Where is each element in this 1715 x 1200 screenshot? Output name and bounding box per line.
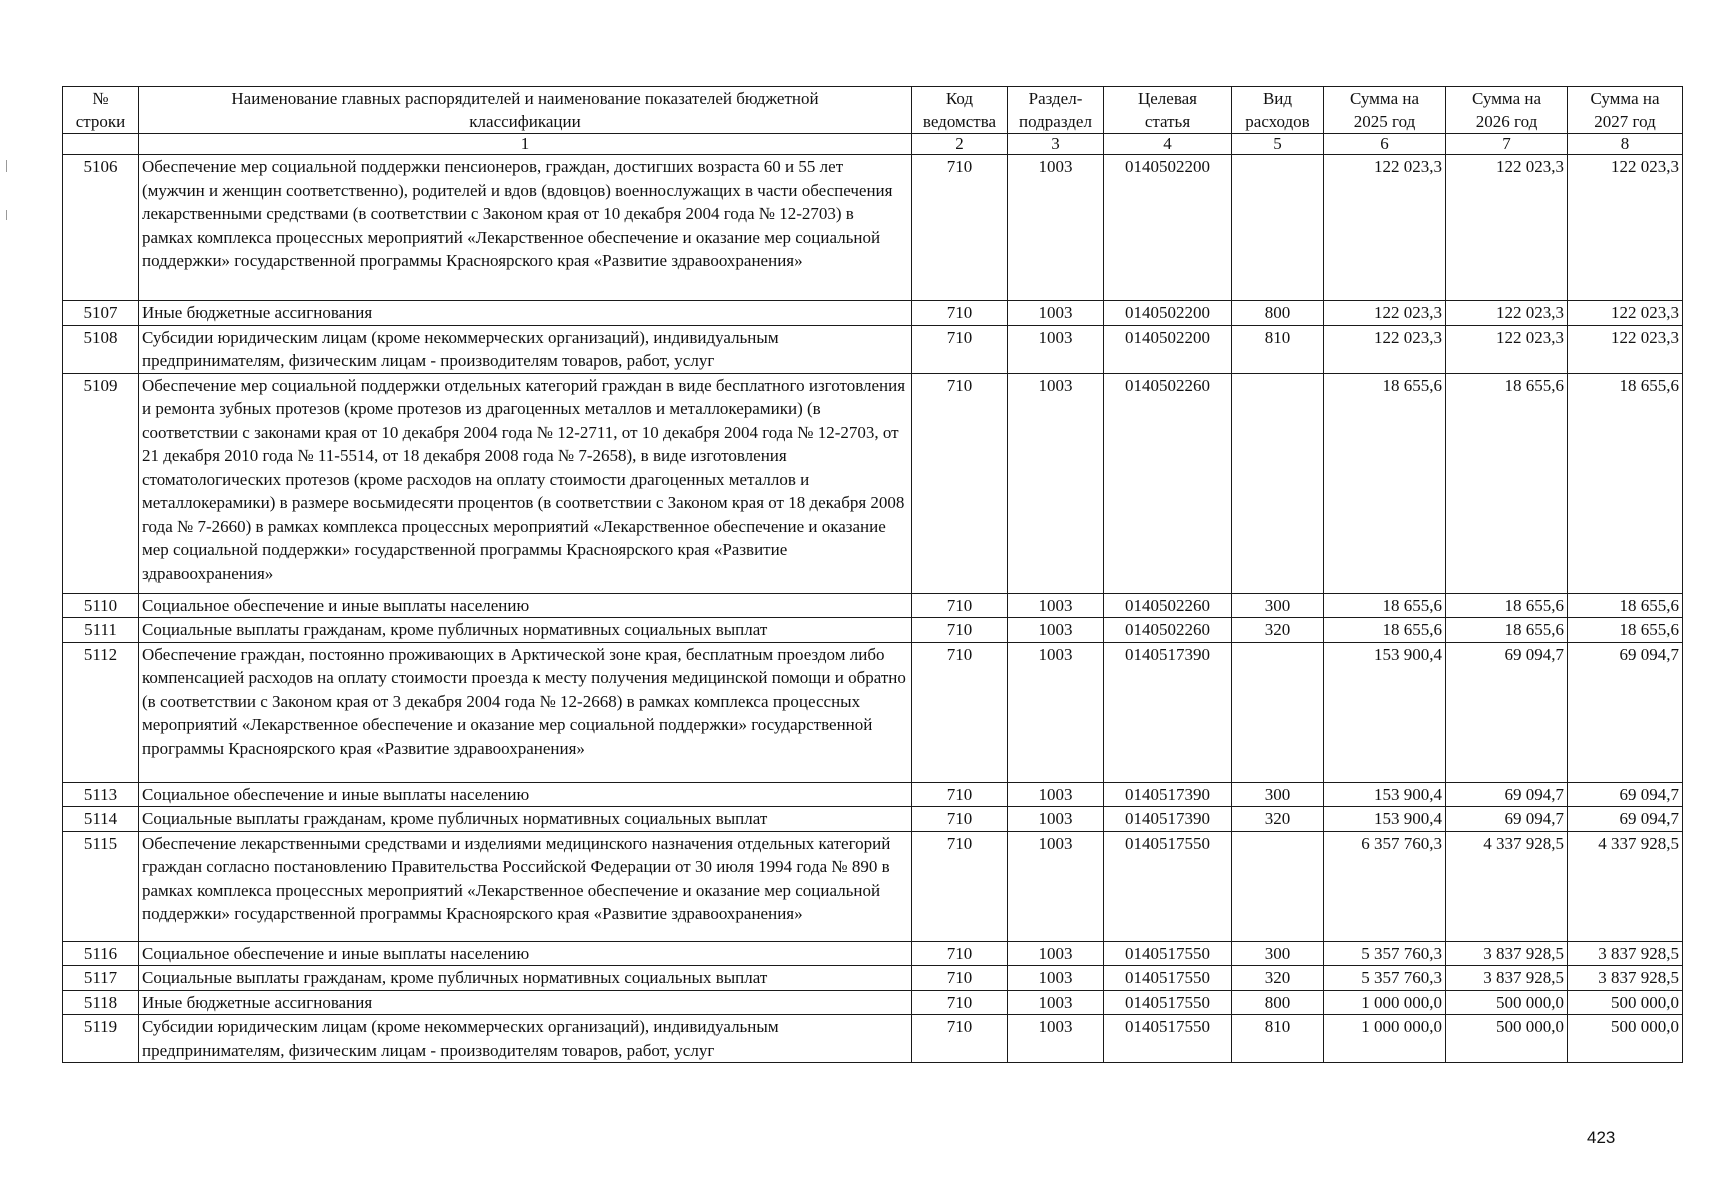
sum-2026-cell: 3 837 928,5 [1446, 941, 1568, 966]
sum-2027-cell: 69 094,7 [1568, 807, 1683, 832]
dept-code-cell: 710 [912, 807, 1008, 832]
column-index [63, 134, 139, 155]
expense-type-cell: 810 [1232, 325, 1324, 373]
target-item-cell: 0140517550 [1104, 1015, 1232, 1063]
sum-2026-cell: 69 094,7 [1446, 782, 1568, 807]
row-number-cell: 5115 [63, 831, 139, 941]
table-row [63, 807, 1683, 832]
row-name-cell: Социальные выплаты гражданам, кроме публичных нормативных социальных выплат [139, 618, 912, 643]
sum-2025-cell: 153 900,4 [1324, 807, 1446, 832]
row-name-cell: Социальное обеспечение и иные выплаты населению [139, 782, 912, 807]
header-sum-2025: Сумма на 2025 год [1324, 87, 1446, 134]
row-number-cell: 5113 [63, 782, 139, 807]
sum-2027-cell: 500 000,0 [1568, 1015, 1683, 1063]
budget-table [62, 86, 1683, 1063]
sum-2026-cell: 122 023,3 [1446, 325, 1568, 373]
sum-2027-cell: 122 023,3 [1568, 325, 1683, 373]
column-index: 6 [1324, 134, 1446, 155]
column-index: 2 [912, 134, 1008, 155]
sum-2026-cell: 500 000,0 [1446, 990, 1568, 1015]
table-row [63, 941, 1683, 966]
dept-code-cell: 710 [912, 990, 1008, 1015]
row-number-cell: 5111 [63, 618, 139, 643]
row-name-cell: Иные бюджетные ассигнования [139, 990, 912, 1015]
section-cell: 1003 [1008, 990, 1104, 1015]
dept-code-cell: 710 [912, 325, 1008, 373]
sum-2027-cell: 3 837 928,5 [1568, 966, 1683, 991]
section-cell: 1003 [1008, 325, 1104, 373]
row-name-cell: Обеспечение граждан, постоянно проживающих в Арктической зоне края, бесплатным проездом либо компенсацией расходов на оплату стоимости проезда к месту получения медицинской помощи и обратно (в соответствии с Законом края от 3 декабря 2004 года № 12-2668) в рамках комплекса процессных мероприятий «Лекарственное обеспечение и оказание мер социальной поддержки» государственной программы Красноярского края «Развитие здравоохранения» [139, 642, 912, 782]
row-name-cell: Социальное обеспечение и иные выплаты населению [139, 941, 912, 966]
section-cell: 1003 [1008, 642, 1104, 782]
sum-2027-cell: 122 023,3 [1568, 155, 1683, 301]
sum-2027-cell: 18 655,6 [1568, 618, 1683, 643]
target-item-cell: 0140502260 [1104, 373, 1232, 593]
row-number-cell: 5112 [63, 642, 139, 782]
header-sum-2027: Сумма на 2027 год [1568, 87, 1683, 134]
row-name-cell: Социальные выплаты гражданам, кроме публичных нормативных социальных выплат [139, 966, 912, 991]
row-number-cell: 5107 [63, 301, 139, 326]
dept-code-cell: 710 [912, 831, 1008, 941]
section-cell: 1003 [1008, 782, 1104, 807]
header-dept-code: Код ведомства [912, 87, 1008, 134]
sum-2025-cell: 18 655,6 [1324, 618, 1446, 643]
header-section: Раздел- подраздел [1008, 87, 1104, 134]
expense-type-cell: 800 [1232, 301, 1324, 326]
target-item-cell: 0140517390 [1104, 642, 1232, 782]
table-row [63, 593, 1683, 618]
target-item-cell: 0140502200 [1104, 301, 1232, 326]
sum-2025-cell: 1 000 000,0 [1324, 990, 1446, 1015]
dept-code-cell: 710 [912, 966, 1008, 991]
sum-2027-cell: 4 337 928,5 [1568, 831, 1683, 941]
section-cell: 1003 [1008, 831, 1104, 941]
row-number-cell: 5106 [63, 155, 139, 301]
expense-type-cell: 800 [1232, 990, 1324, 1015]
sum-2026-cell: 122 023,3 [1446, 155, 1568, 301]
expense-type-cell: 320 [1232, 618, 1324, 643]
sum-2027-cell: 122 023,3 [1568, 301, 1683, 326]
table-row [63, 990, 1683, 1015]
target-item-cell: 0140502200 [1104, 155, 1232, 301]
dept-code-cell: 710 [912, 373, 1008, 593]
expense-type-cell: 320 [1232, 807, 1324, 832]
row-number-cell: 5117 [63, 966, 139, 991]
page-number: 423 [1587, 1128, 1616, 1147]
sum-2026-cell: 18 655,6 [1446, 618, 1568, 643]
table-row [63, 618, 1683, 643]
expense-type-cell: 300 [1232, 941, 1324, 966]
sum-2026-cell: 18 655,6 [1446, 593, 1568, 618]
sum-2027-cell: 3 837 928,5 [1568, 941, 1683, 966]
sum-2026-cell: 3 837 928,5 [1446, 966, 1568, 991]
target-item-cell: 0140502260 [1104, 593, 1232, 618]
expense-type-cell: 320 [1232, 966, 1324, 991]
table-row [63, 155, 1683, 301]
section-cell: 1003 [1008, 155, 1104, 301]
row-name-cell: Субсидии юридическим лицам (кроме некоммерческих организаций), индивидуальным предпринимателям, физическим лицам - производителям товаров, работ, услуг [139, 1015, 912, 1063]
target-item-cell: 0140517550 [1104, 831, 1232, 941]
target-item-cell: 0140517550 [1104, 941, 1232, 966]
column-index: 4 [1104, 134, 1232, 155]
sum-2025-cell: 1 000 000,0 [1324, 1015, 1446, 1063]
sum-2026-cell: 4 337 928,5 [1446, 831, 1568, 941]
sum-2025-cell: 122 023,3 [1324, 325, 1446, 373]
row-name-cell: Иные бюджетные ассигнования [139, 301, 912, 326]
sum-2027-cell: 69 094,7 [1568, 642, 1683, 782]
column-index: 1 [139, 134, 912, 155]
section-cell: 1003 [1008, 1015, 1104, 1063]
target-item-cell: 0140502200 [1104, 325, 1232, 373]
expense-type-cell: 300 [1232, 593, 1324, 618]
section-cell: 1003 [1008, 941, 1104, 966]
row-name-cell: Обеспечение мер социальной поддержки пенсионеров, граждан, достигших возраста 60 и 55 лет (мужчин и женщин соответственно), родителей и вдов (вдовцов) военнослужащих в части обеспечения лекарственными средствами (в соответствии с Законом края от 10 декабря 2004 года № 12-2703) в рамках комплекса процессных мероприятий «Лекарственное обеспечение и оказание мер социальной поддержки» государственной программы Красноярского края «Развитие здравоохранения» [139, 155, 912, 301]
section-cell: 1003 [1008, 301, 1104, 326]
row-number-cell: 5116 [63, 941, 139, 966]
section-cell: 1003 [1008, 593, 1104, 618]
sum-2026-cell: 69 094,7 [1446, 807, 1568, 832]
dept-code-cell: 710 [912, 642, 1008, 782]
table-row [63, 642, 1683, 782]
row-number-cell: 5108 [63, 325, 139, 373]
target-item-cell: 0140517550 [1104, 966, 1232, 991]
expense-type-cell [1232, 373, 1324, 593]
dept-code-cell: 710 [912, 301, 1008, 326]
table-header-row [63, 87, 1683, 134]
sum-2025-cell: 153 900,4 [1324, 782, 1446, 807]
target-item-cell: 0140517390 [1104, 807, 1232, 832]
table-row [63, 1015, 1683, 1063]
dept-code-cell: 710 [912, 618, 1008, 643]
row-name-cell: Обеспечение мер социальной поддержки отдельных категорий граждан в виде бесплатного изготовления и ремонта зубных протезов (кроме протезов из драгоценных металлов и металлокерамики) (в соответствии с законами края от 10 декабря 2004 года № 12-2711, от 10 декабря 2004 года № 12-2703, от 21 декабря 2010 года № 11-5514, от 18 декабря 2008 года № 7-2658), в виде изготовления стоматологических протезов (кроме расходов на оплату стоимости драгоценных металлов и металлокерамики) в размере восьмидесяти процентов (в соответствии с Законом края от 18 декабря 2008 года № 7-2660) в рамках комплекса процессных мероприятий «Лекарственное обеспечение и оказание мер социальной поддержки» государственной программы Красноярского края «Развитие здравоохранения» [139, 373, 912, 593]
sum-2027-cell: 69 094,7 [1568, 782, 1683, 807]
table-row [63, 831, 1683, 941]
table-row [63, 782, 1683, 807]
row-number-cell: 5109 [63, 373, 139, 593]
row-name-cell: Обеспечение лекарственными средствами и изделиями медицинского назначения отдельных категорий граждан согласно постановлению Правительства Российской Федерации от 30 июля 1994 года № 890 в рамках комплекса процессных мероприятий «Лекарственное обеспечение и оказание мер социальной поддержки» государственной программы Красноярского края «Развитие здравоохранения» [139, 831, 912, 941]
column-index: 7 [1446, 134, 1568, 155]
sum-2025-cell: 6 357 760,3 [1324, 831, 1446, 941]
expense-type-cell [1232, 831, 1324, 941]
section-cell: 1003 [1008, 807, 1104, 832]
header-name: Наименование главных распорядителей и наименование показателей бюджетной классификации [139, 87, 912, 134]
margin-scan-mark [6, 210, 7, 220]
expense-type-cell: 300 [1232, 782, 1324, 807]
sum-2025-cell: 153 900,4 [1324, 642, 1446, 782]
row-number-cell: 5114 [63, 807, 139, 832]
sum-2025-cell: 18 655,6 [1324, 373, 1446, 593]
table-row [63, 966, 1683, 991]
sum-2025-cell: 122 023,3 [1324, 301, 1446, 326]
row-number-cell: 5118 [63, 990, 139, 1015]
target-item-cell: 0140502260 [1104, 618, 1232, 643]
sum-2025-cell: 5 357 760,3 [1324, 966, 1446, 991]
sum-2026-cell: 122 023,3 [1446, 301, 1568, 326]
header-row-number: № строки [63, 87, 139, 134]
section-cell: 1003 [1008, 966, 1104, 991]
table-row [63, 373, 1683, 593]
dept-code-cell: 710 [912, 1015, 1008, 1063]
sum-2026-cell: 18 655,6 [1446, 373, 1568, 593]
expense-type-cell [1232, 642, 1324, 782]
header-sum-2026: Сумма на 2026 год [1446, 87, 1568, 134]
column-index: 5 [1232, 134, 1324, 155]
header-expense-type: Вид расходов [1232, 87, 1324, 134]
sum-2025-cell: 5 357 760,3 [1324, 941, 1446, 966]
row-name-cell: Социальные выплаты гражданам, кроме публичных нормативных социальных выплат [139, 807, 912, 832]
dept-code-cell: 710 [912, 155, 1008, 301]
sum-2025-cell: 18 655,6 [1324, 593, 1446, 618]
sum-2026-cell: 69 094,7 [1446, 642, 1568, 782]
dept-code-cell: 710 [912, 941, 1008, 966]
sum-2026-cell: 500 000,0 [1446, 1015, 1568, 1063]
sum-2027-cell: 500 000,0 [1568, 990, 1683, 1015]
column-index-row [63, 134, 1683, 155]
sum-2027-cell: 18 655,6 [1568, 373, 1683, 593]
sum-2027-cell: 18 655,6 [1568, 593, 1683, 618]
target-item-cell: 0140517390 [1104, 782, 1232, 807]
table-row [63, 325, 1683, 373]
margin-scan-mark [6, 160, 7, 172]
column-index: 3 [1008, 134, 1104, 155]
section-cell: 1003 [1008, 373, 1104, 593]
column-index: 8 [1568, 134, 1683, 155]
dept-code-cell: 710 [912, 593, 1008, 618]
section-cell: 1003 [1008, 618, 1104, 643]
dept-code-cell: 710 [912, 782, 1008, 807]
table-row [63, 301, 1683, 326]
sum-2025-cell: 122 023,3 [1324, 155, 1446, 301]
row-number-cell: 5119 [63, 1015, 139, 1063]
expense-type-cell [1232, 155, 1324, 301]
header-target-item: Целевая статья [1104, 87, 1232, 134]
row-name-cell: Субсидии юридическим лицам (кроме некоммерческих организаций), индивидуальным предпринимателям, физическим лицам - производителям товаров, работ, услуг [139, 325, 912, 373]
table-body [63, 155, 1683, 1063]
row-number-cell: 5110 [63, 593, 139, 618]
target-item-cell: 0140517550 [1104, 990, 1232, 1015]
row-name-cell: Социальное обеспечение и иные выплаты населению [139, 593, 912, 618]
expense-type-cell: 810 [1232, 1015, 1324, 1063]
